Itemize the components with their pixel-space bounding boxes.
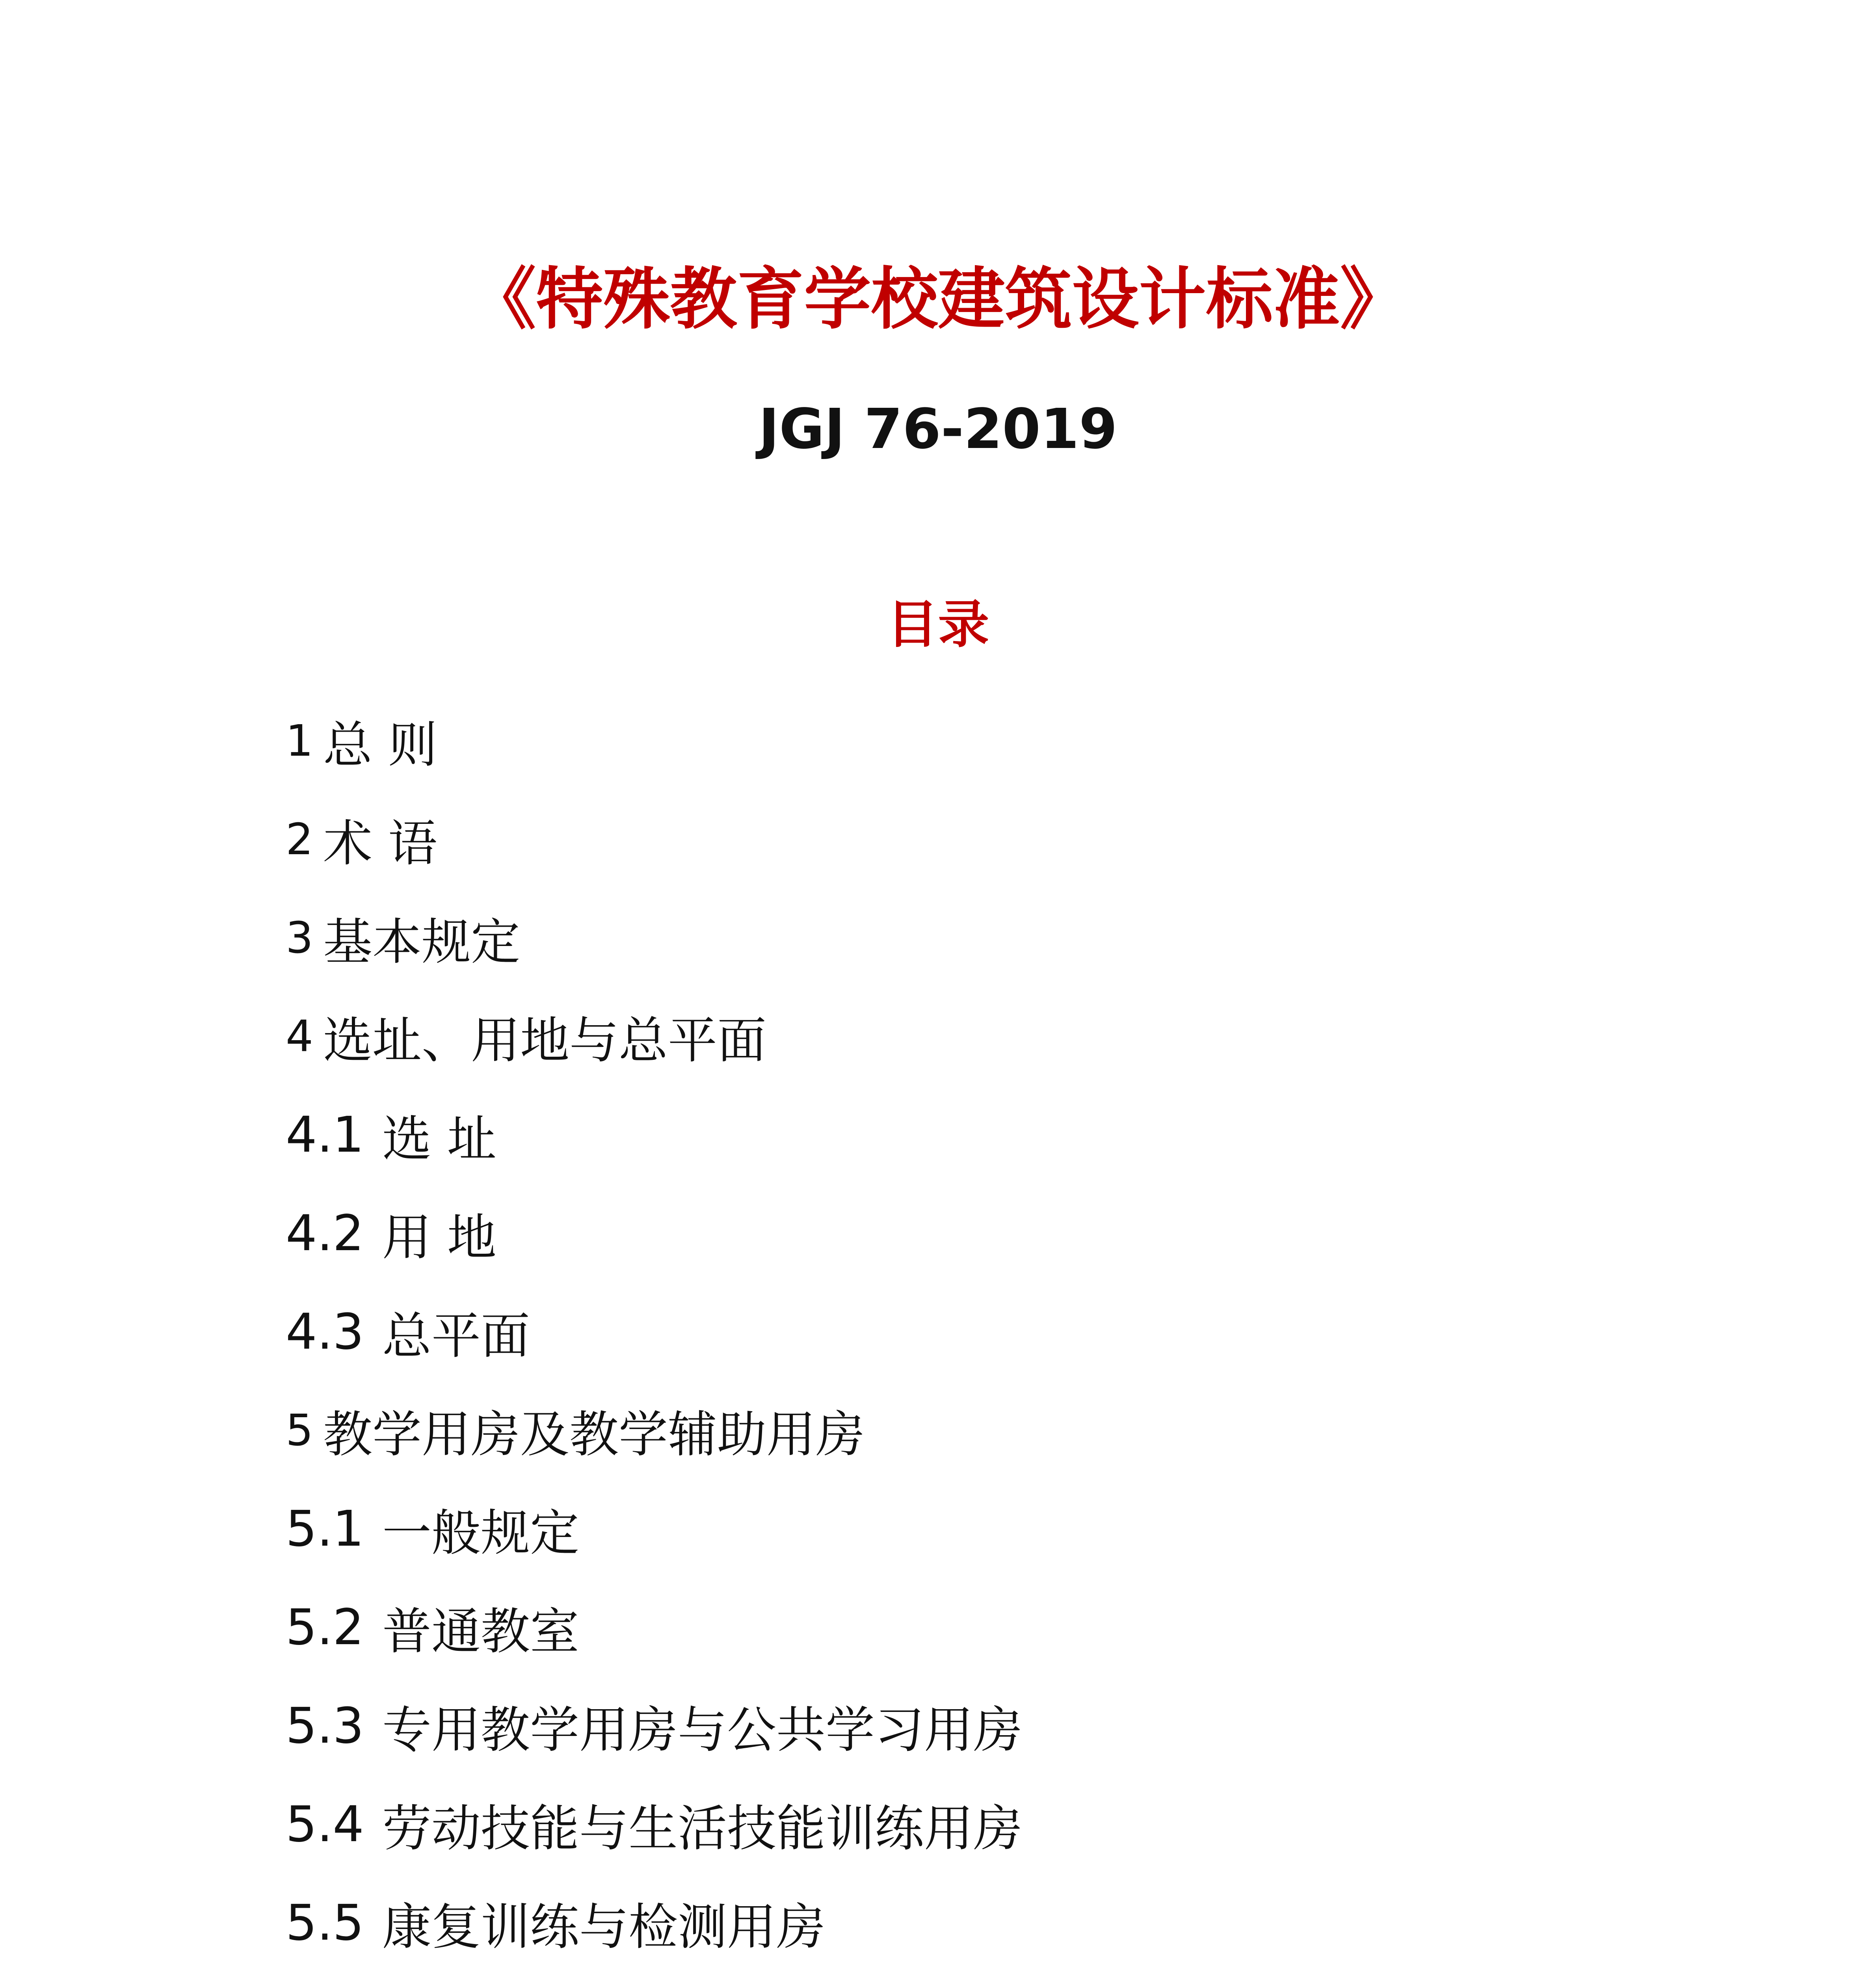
toc-item-number: 3 bbox=[286, 913, 313, 963]
toc-item[interactable] bbox=[286, 987, 1704, 1085]
toc-subitem-title: 选 址 bbox=[382, 1111, 496, 1168]
standard-code: JGJ 76-2019 bbox=[759, 397, 1117, 461]
toc-item[interactable] bbox=[286, 790, 1704, 888]
toc-item-title: 术 语 bbox=[323, 815, 437, 872]
document-title: 《特殊教育学校建筑设计标准》 bbox=[469, 260, 1407, 338]
toc-subitem-title: 康复训练与检测用房 bbox=[382, 1899, 826, 1956]
toc-subitem-number: 5.5 bbox=[286, 1894, 364, 1951]
toc-subitem-number: 5.4 bbox=[286, 1795, 364, 1853]
toc-subitem-title: 用 地 bbox=[382, 1209, 496, 1266]
toc-subitem-title: 专用教学用房与公共学习用房 bbox=[382, 1702, 1023, 1759]
toc-item[interactable] bbox=[286, 1381, 1704, 1479]
toc-item[interactable] bbox=[286, 888, 1704, 987]
toc-subitem-number: 5.2 bbox=[286, 1598, 364, 1656]
toc-item-title: 选址、用地与总平面 bbox=[323, 1012, 766, 1069]
toc-subitem[interactable] bbox=[286, 1282, 1704, 1381]
toc-item-title: 基本规定 bbox=[323, 914, 520, 971]
toc-item-number: 2 bbox=[286, 814, 313, 864]
toc-subitem-number: 4.2 bbox=[286, 1204, 364, 1262]
toc-item-number: 1 bbox=[286, 716, 313, 766]
toc-heading: 目录 bbox=[887, 595, 989, 654]
toc-subitem-title: 总平面 bbox=[382, 1308, 530, 1365]
toc-item-number: 4 bbox=[286, 1011, 313, 1061]
toc-subitem-number: 4.3 bbox=[286, 1303, 364, 1360]
toc-item-title: 总 则 bbox=[323, 717, 437, 774]
toc-subitem-title: 普通教室 bbox=[382, 1603, 579, 1660]
toc-subitem[interactable] bbox=[286, 1085, 1704, 1184]
toc-subitem-title: 劳动技能与生活技能训练用房 bbox=[382, 1800, 1023, 1857]
toc-subitem-number: 5.1 bbox=[286, 1500, 364, 1557]
toc-item-title: 教学用房及教学辅助用房 bbox=[323, 1406, 865, 1463]
toc-subitem[interactable] bbox=[286, 1578, 1704, 1676]
toc-subitem[interactable] bbox=[286, 1775, 1704, 1873]
toc-subitem-title: 一般规定 bbox=[382, 1505, 579, 1562]
toc-subitem[interactable] bbox=[286, 1184, 1704, 1282]
toc-subitem[interactable] bbox=[286, 1479, 1704, 1578]
toc-subitem-number: 5.3 bbox=[286, 1697, 364, 1754]
toc-item-number: 5 bbox=[286, 1405, 313, 1455]
toc-subitem[interactable] bbox=[286, 1676, 1704, 1775]
toc-item[interactable] bbox=[286, 691, 1704, 790]
table-of-contents bbox=[286, 691, 1704, 1970]
toc-subitem-number: 4.1 bbox=[286, 1106, 364, 1163]
toc-subitem[interactable] bbox=[286, 1873, 1704, 1970]
